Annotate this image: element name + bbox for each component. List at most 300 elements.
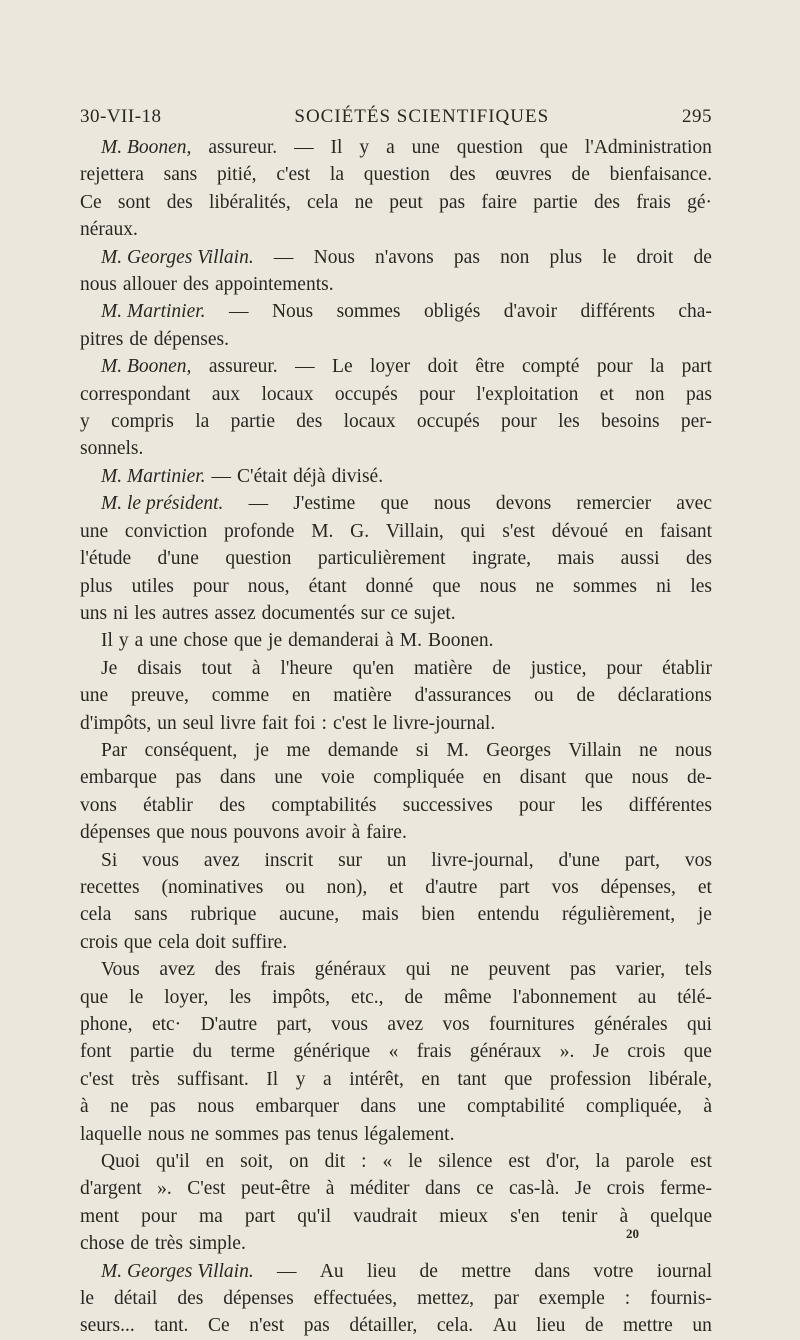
- word: c'est: [80, 1068, 114, 1090]
- word: de: [584, 1315, 604, 1337]
- word: des: [166, 191, 193, 213]
- word: seul: [182, 712, 215, 734]
- text-line: [80, 408, 712, 435]
- word: pas: [453, 246, 480, 268]
- word: font: [80, 1041, 112, 1063]
- speaker-name: M. le président.: [101, 493, 224, 515]
- word: intérêt,: [349, 1068, 404, 1090]
- word: nous: [147, 1123, 185, 1145]
- word: même: [443, 986, 492, 1008]
- word: que: [683, 1041, 712, 1063]
- text-line: [80, 710, 712, 737]
- word: je: [254, 739, 269, 761]
- word: bien: [421, 904, 455, 926]
- text-line: [80, 901, 712, 928]
- word: partie: [230, 411, 275, 433]
- word: fournis-: [650, 1288, 712, 1310]
- word: Il: [330, 137, 343, 158]
- word: œuvres: [495, 164, 552, 186]
- text-line: [80, 1230, 712, 1257]
- word: Nous: [313, 246, 355, 268]
- text-line: [80, 1011, 712, 1038]
- word: des: [593, 191, 620, 213]
- word: compté: [522, 356, 580, 378]
- word: et: [389, 876, 404, 898]
- word: des: [449, 164, 476, 186]
- word: frais: [636, 191, 671, 213]
- word: peuvent: [488, 959, 551, 981]
- word: en: [205, 1151, 225, 1173]
- word: déclarations: [617, 685, 712, 707]
- word: ferme-: [660, 1178, 712, 1200]
- word: sommes: [336, 301, 401, 323]
- word: Il: [101, 630, 113, 652]
- word: que: [123, 931, 153, 953]
- word: Je: [574, 1178, 592, 1200]
- word: nous: [190, 822, 228, 844]
- word: dépenses: [223, 1288, 294, 1310]
- text-line: [80, 819, 712, 846]
- word: des: [177, 1288, 204, 1310]
- word: aux: [211, 383, 241, 405]
- word: —: [248, 493, 269, 515]
- word: avez: [203, 849, 240, 871]
- word: de: [576, 685, 595, 707]
- word: pour: [518, 794, 555, 816]
- word: particulièrement: [317, 548, 446, 570]
- word: plus: [80, 575, 113, 597]
- word: comptabilité: [467, 1096, 565, 1118]
- word: bienfaisance.: [609, 164, 712, 186]
- text-line: [80, 956, 712, 983]
- text-line: [80, 1175, 712, 1202]
- text-line: [80, 655, 712, 682]
- word: générique: [293, 1041, 371, 1063]
- word: ».: [157, 1178, 172, 1200]
- word: vous: [331, 1014, 369, 1035]
- word: disant: [519, 767, 567, 789]
- word: vous: [142, 849, 179, 871]
- word: en: [482, 767, 502, 789]
- word: :: [624, 1288, 631, 1310]
- word: avez: [387, 1014, 424, 1035]
- text-line: [80, 134, 712, 161]
- text-line: [80, 518, 712, 545]
- word: part,: [624, 849, 661, 871]
- text-line: [80, 1203, 712, 1230]
- word: me: [286, 739, 311, 761]
- word: a: [134, 630, 144, 652]
- word: gé·: [687, 191, 712, 213]
- word: vons: [80, 794, 117, 816]
- word: laquelle: [80, 1123, 142, 1145]
- text-line: [80, 298, 712, 325]
- word: que: [80, 986, 109, 1008]
- body-text: [80, 134, 712, 1340]
- word: peut-être: [240, 1178, 311, 1200]
- word: les: [134, 602, 156, 624]
- word: ment: [80, 1205, 119, 1227]
- word: correspondant: [80, 383, 191, 405]
- word: mais: [557, 548, 595, 570]
- word: Vous: [101, 959, 140, 981]
- word: documentés: [261, 602, 355, 624]
- word: étant: [308, 575, 347, 597]
- text-line: [80, 874, 712, 901]
- word: d'impôts,: [80, 712, 152, 734]
- word: —: [295, 356, 315, 378]
- word: Ce: [80, 191, 102, 213]
- word: cela: [158, 931, 190, 953]
- word: nous: [631, 767, 669, 789]
- word: par: [493, 1288, 519, 1310]
- word: vaudrait: [353, 1205, 418, 1227]
- word: phone,: [80, 1014, 133, 1035]
- word: pouvons: [233, 822, 300, 844]
- word: mettre: [461, 1260, 512, 1282]
- word: que: [380, 493, 409, 515]
- word: M.: [311, 520, 334, 542]
- word: mais: [361, 904, 399, 926]
- word: que: [584, 767, 613, 789]
- word: cela: [80, 904, 112, 926]
- word: sommes: [573, 575, 637, 597]
- word: recettes: [80, 876, 140, 898]
- word: que: [539, 137, 568, 158]
- word: néraux.: [80, 219, 138, 241]
- word: sur: [360, 602, 385, 624]
- word: locaux: [343, 411, 396, 433]
- word: ou: [534, 685, 554, 707]
- word: de: [129, 328, 148, 350]
- word: que: [504, 1068, 533, 1090]
- word: pas: [175, 767, 202, 789]
- word: n'avons: [374, 246, 434, 268]
- word: ni: [656, 575, 672, 597]
- word: successives: [402, 794, 493, 816]
- word: dépenses,: [600, 876, 676, 898]
- word: vos: [551, 876, 579, 898]
- word: est: [690, 1151, 712, 1173]
- word: des: [219, 794, 246, 816]
- word: très: [131, 1068, 160, 1090]
- word: etc.,: [351, 986, 384, 1008]
- word: ou: [285, 876, 305, 898]
- word: générales: [594, 1014, 668, 1035]
- word: G.: [350, 520, 370, 542]
- word: preuve,: [131, 685, 189, 707]
- word: la: [650, 356, 665, 378]
- word: et: [697, 876, 712, 898]
- word: Par: [101, 739, 127, 761]
- word: effectuées,: [313, 1288, 398, 1310]
- word: l'Administration: [584, 137, 712, 158]
- word: dans: [220, 767, 256, 789]
- word: une: [149, 630, 178, 652]
- word: du: [192, 1041, 213, 1063]
- word: cha-: [678, 301, 712, 323]
- word: qu'en: [352, 657, 395, 679]
- word: sans: [134, 904, 168, 926]
- word: partie: [129, 1041, 175, 1063]
- text-line: [80, 189, 712, 216]
- text-line: [80, 984, 712, 1011]
- word: comptabilités: [271, 794, 377, 816]
- word: vos: [684, 849, 712, 871]
- text-line: [80, 463, 712, 490]
- word: autres: [161, 602, 209, 624]
- speaker-name: M. Boonen,: [101, 356, 192, 378]
- word: assez: [214, 602, 256, 624]
- word: Nous: [271, 301, 314, 323]
- word: —: [277, 1260, 297, 1282]
- word: livre-journal.: [392, 712, 496, 734]
- word: non: [635, 383, 665, 405]
- word: lieu: [536, 1315, 566, 1337]
- word: mieux: [439, 1205, 488, 1227]
- word: aucune,: [279, 904, 340, 926]
- word: C'était: [237, 465, 288, 487]
- word: les: [558, 411, 580, 433]
- signature-mark: 20: [626, 1226, 639, 1241]
- word: Je: [101, 657, 118, 679]
- word: y: [359, 137, 370, 158]
- text-line: [80, 764, 712, 791]
- word: les: [580, 794, 603, 816]
- word: conviction: [124, 520, 208, 542]
- word: C'est: [187, 1178, 226, 1200]
- text-line: [80, 1285, 712, 1312]
- word: tant.: [154, 1315, 189, 1337]
- word: Il: [266, 1068, 279, 1090]
- word: compris: [111, 411, 174, 433]
- word: seurs...: [80, 1315, 135, 1337]
- speaker-name: M. Martinier.: [101, 301, 206, 323]
- word: de: [492, 657, 511, 679]
- text-line: [80, 600, 712, 627]
- word: obligés: [423, 301, 481, 323]
- word: être: [475, 356, 505, 378]
- word: faire: [481, 191, 518, 213]
- word: à: [619, 1205, 629, 1227]
- word: à: [703, 1096, 712, 1118]
- word: qu'il: [297, 1205, 332, 1227]
- word: matière: [413, 657, 473, 679]
- text-line: [80, 326, 712, 353]
- word: des: [182, 274, 209, 296]
- word: différents: [580, 301, 655, 323]
- word: cas-là.: [509, 1178, 560, 1200]
- speaker-name: M. Georges Villain.: [101, 246, 254, 268]
- word: devons: [495, 493, 552, 515]
- word: à: [385, 630, 394, 652]
- word: occupés: [416, 411, 480, 433]
- text-line: [80, 271, 712, 298]
- word: remercier: [576, 493, 652, 515]
- word: part: [499, 876, 530, 898]
- word: ne: [639, 739, 658, 761]
- running-header: [80, 100, 712, 134]
- word: au: [637, 986, 657, 1008]
- word: que: [432, 575, 461, 597]
- word: «: [388, 1041, 399, 1063]
- word: des: [296, 411, 323, 433]
- word: s'est: [502, 520, 535, 542]
- word: simple.: [188, 1233, 246, 1255]
- word: fournitures: [489, 1014, 575, 1035]
- word: sujet.: [413, 602, 456, 624]
- word: s'en: [510, 1205, 540, 1227]
- word: Au: [319, 1260, 344, 1282]
- word: une: [80, 685, 109, 707]
- word: ne: [190, 1123, 209, 1145]
- word: M.: [399, 630, 422, 652]
- word: d'avoir: [503, 301, 558, 323]
- word: J'estime: [293, 493, 356, 515]
- word: quelque: [650, 1205, 712, 1227]
- word: utiles: [131, 575, 174, 597]
- word: d'or,: [545, 1151, 580, 1173]
- word: a: [386, 137, 395, 158]
- word: etc·: [151, 1014, 182, 1035]
- word: occupés: [334, 383, 398, 405]
- word: en: [421, 1068, 440, 1090]
- word: y: [118, 630, 129, 652]
- speaker-name: M. Martinier.: [101, 465, 206, 487]
- word: y: [295, 1068, 306, 1090]
- word: suffire.: [231, 931, 288, 953]
- word: (nominatives: [161, 876, 264, 898]
- word: de: [693, 246, 712, 268]
- word: ce: [476, 1178, 494, 1200]
- word: donné: [365, 575, 414, 597]
- word: rejettera: [80, 164, 144, 186]
- word: :: [321, 712, 327, 734]
- word: pas: [284, 1123, 311, 1145]
- word: est: [508, 1151, 531, 1173]
- word: peut: [389, 191, 423, 213]
- word: voie: [321, 767, 355, 789]
- word: D'autre: [200, 1014, 258, 1035]
- word: livre-journal,: [431, 849, 534, 871]
- header-title: SOCIÉTÉS SCIENTIFIQUES: [294, 106, 550, 127]
- word: chose: [183, 630, 228, 652]
- word: question: [225, 548, 292, 570]
- word: un: [386, 849, 407, 871]
- word: la: [329, 164, 344, 186]
- word: généraux: [314, 959, 387, 981]
- text-line: [80, 216, 712, 243]
- word: la: [195, 411, 210, 433]
- word: divisé.: [331, 465, 384, 487]
- word: dépenses: [80, 822, 151, 844]
- word: légalement.: [364, 1123, 455, 1145]
- word: non),: [326, 876, 368, 898]
- word: l'heure: [280, 657, 333, 679]
- word: qui: [687, 1014, 712, 1035]
- word: pitres: [80, 328, 124, 350]
- word: une: [274, 767, 303, 789]
- word: uns: [80, 602, 108, 624]
- word: parole: [625, 1151, 675, 1173]
- word: d'assurances: [414, 685, 512, 707]
- word: établir: [662, 657, 712, 679]
- word: Si: [101, 849, 118, 871]
- word: doit: [195, 931, 226, 953]
- word: crois: [606, 1178, 645, 1200]
- word: sommes: [214, 1123, 279, 1145]
- word: pas: [569, 959, 596, 981]
- word: matière: [333, 685, 392, 707]
- word: ne: [354, 191, 373, 213]
- word: dans: [424, 1178, 461, 1200]
- text-line: [80, 1121, 712, 1148]
- word: tels: [684, 959, 712, 981]
- word: Boonen.: [427, 630, 494, 652]
- word: l'abonnement: [512, 986, 617, 1008]
- word: sonnels.: [80, 438, 144, 460]
- word: silence: [438, 1151, 493, 1173]
- word: régulièrement,: [562, 904, 676, 926]
- word: nous: [479, 575, 517, 597]
- text-line: [80, 847, 712, 874]
- text-line: [80, 1038, 712, 1065]
- word: inscrit: [264, 849, 314, 871]
- word: méditer: [349, 1178, 410, 1200]
- word: que: [233, 630, 263, 652]
- word: ingrate,: [471, 548, 531, 570]
- word: l'étude: [80, 548, 132, 570]
- speaker-name: M. Boonen,: [101, 137, 192, 158]
- word: nous: [80, 274, 117, 296]
- word: ce: [390, 602, 408, 624]
- word: un: [157, 712, 177, 734]
- word: pour: [606, 657, 643, 679]
- word: frais: [260, 959, 296, 981]
- text-line: [80, 161, 712, 188]
- word: embarque: [80, 767, 157, 789]
- word: à: [325, 1178, 335, 1200]
- word: droit: [636, 246, 674, 268]
- word: déjà: [293, 465, 326, 487]
- word: pas: [149, 1096, 176, 1118]
- word: le: [408, 1151, 423, 1173]
- word: allouer: [122, 274, 177, 296]
- word: avoir: [305, 822, 346, 844]
- word: ni: [113, 602, 129, 624]
- word: à: [351, 822, 361, 844]
- word: assureur.: [208, 137, 278, 158]
- word: établir: [143, 794, 193, 816]
- text-line: [80, 737, 712, 764]
- word: question: [456, 137, 523, 158]
- word: Ce: [207, 1315, 230, 1337]
- text-line: [80, 1066, 712, 1093]
- word: généraux: [469, 1041, 542, 1063]
- speaker-name: M. Georges Villain.: [101, 1260, 254, 1282]
- word: Le: [332, 356, 353, 378]
- word: qui: [460, 520, 486, 542]
- word: profession: [549, 1068, 632, 1090]
- text-line: [80, 1258, 712, 1285]
- word: embarquer: [255, 1096, 339, 1118]
- word: frais: [416, 1041, 452, 1063]
- word: mettre: [622, 1315, 673, 1337]
- word: justice,: [530, 657, 587, 679]
- word: ma: [198, 1205, 223, 1227]
- word: à: [251, 657, 261, 679]
- word: partie: [533, 191, 578, 213]
